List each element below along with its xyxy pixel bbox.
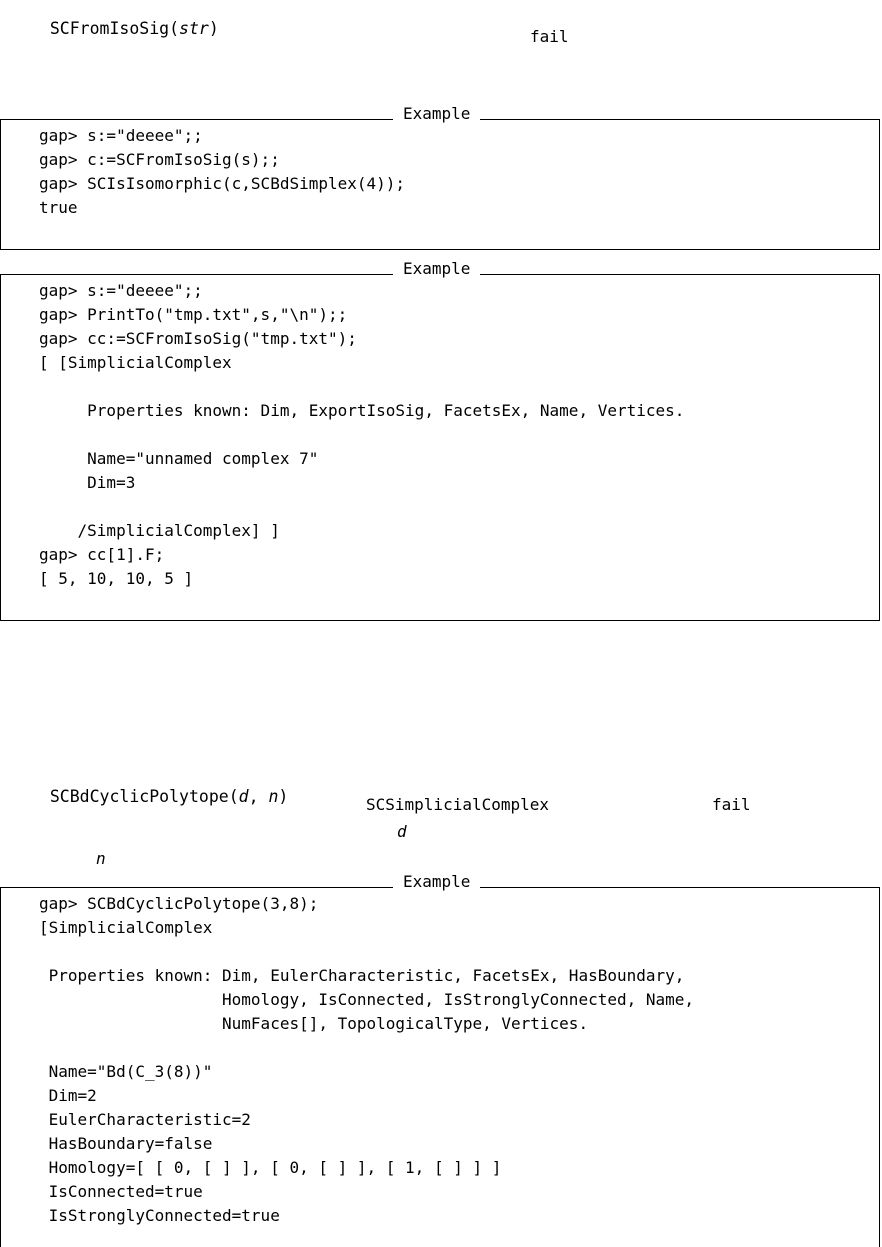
return-type: SCSimplicialComplex <box>366 795 550 814</box>
return-value-fail: fail <box>530 27 569 46</box>
function-name: SCBdCyclicPolytope <box>49 787 229 806</box>
example-code-2: gap> s:="deeee";; gap> PrintTo("tmp.txt",s,"\n");; gap> cc:=SCFromIsoSig("tmp.txt"); [ [SimplicialComplex Properties known: Dim, ExportIsoSig, FacetsEx, Name, Vertices. Name="unnamed complex 7" Dim=3 /SimplicialComplex] ] gap> cc[1].F; [ 5, 10, 10, 5 ] <box>39 281 685 588</box>
example-label-1: Example <box>393 105 480 123</box>
example-box-2 <box>0 274 880 621</box>
function-arg-str: str <box>179 19 209 38</box>
example-box-3 <box>0 887 880 1247</box>
open-paren: ( <box>169 19 180 38</box>
arg-separator: , <box>248 787 269 806</box>
function-name: SCFromIsoSig <box>49 19 170 38</box>
example-label-3: Example <box>393 873 480 891</box>
return-value-fail: fail <box>712 795 751 814</box>
example-code-3: gap> SCBdCyclicPolytope(3,8); [SimplicialComplex Properties known: Dim, EulerCharacteristic, FacetsEx, HasBoundary, Homology, IsConnected, IsStronglyConnected, Name, NumFaces[], TopologicalType, Vertices. Name="Bd(C_3(8))" Dim=2 EulerCharacteristic=2 HasBoundary=false Homology=[ [ 0, [ ] ], [ 0, [ ] ], [ 1, [ ] ] ] IsConnected=true IsStronglyConnected=true <box>39 894 695 1225</box>
close-paren: ) <box>208 19 219 38</box>
function-signature-scfromisosig <box>30 0 219 38</box>
example-code-1: gap> s:="deeee";; gap> c:=SCFromIsoSig(s);; gap> SCIsIsomorphic(c,SCBdSimplex(4)); true <box>39 126 406 217</box>
param-d: d <box>397 822 407 841</box>
function-signature-scbdcyclicpolytope <box>30 768 288 806</box>
open-paren: ( <box>228 787 239 806</box>
function-arg-n: n <box>268 787 279 806</box>
example-label-2: Example <box>393 260 480 278</box>
function-arg-d: d <box>238 787 249 806</box>
example-box-1 <box>0 119 880 250</box>
close-paren: ) <box>278 787 289 806</box>
param-n: n <box>96 849 106 868</box>
